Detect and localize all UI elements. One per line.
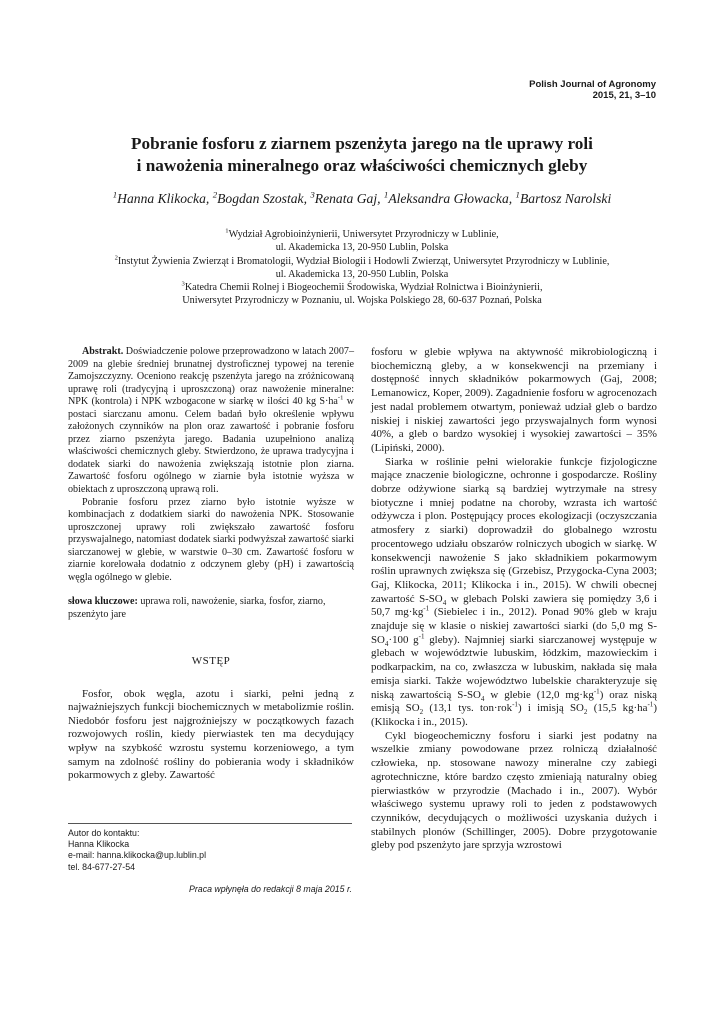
affiliation-3 — [60, 281, 664, 294]
affiliations — [60, 228, 664, 308]
abstract-sup-1: -1 — [337, 394, 344, 402]
intro-paragraph: Fosfor, obok węgla, azotu i siarki, pełni jedną z najważniejszych funkcji biochemicznych w metabolizmie roślin. Niedobór fosforu jest najgroźniejszy w początkowych fazach rozwojowych roślin, kiedy pierwiastek ten ma decydujący wpływ na szybkość wzrostu systemu korzeniowego, a tym samym na zdolność rośliny do pobierania wody i składników pokarmowych z gleby. Zawartość — [68, 687, 354, 782]
abstract-paragraph-1 — [68, 346, 354, 497]
affiliation-2 — [60, 255, 664, 268]
keywords — [68, 596, 354, 621]
title-line-1: Pobranie fosforu z ziarnem pszenżyta jarego na tle uprawy roli — [131, 134, 593, 153]
p2-sup-3: -1 — [593, 686, 600, 695]
p2-text-a: Siarka w roślinie pełni wielorakie funkcje fizjologiczne mające znaczenie biologiczne, ochronne i gospodarcze. Rośliny dobrze odżywione siarką są bardziej wytrzymałe na stresy biotyczne i mniej podatne na choroby, wzrasta ich wartość odżywcza i plon. Postępujący proces ekologizacji (oczyszczania atmosfery z siarki) doprowadził do globalnego wzrostu procentowego udziału obszarów rolniczych ubogich w siarkę. W konsekwencji nawożenie S jako składnikiem pokarmowym roślin uprawnych zwiększa się (Grzebisz, Przygocka-Cyna 2003; Gaj, Klikocka, 2011; Klikocka i in., 2015). W chwili obecnej zawartość S-SO — [371, 455, 657, 605]
author-list — [60, 191, 664, 207]
author-2: Bogdan Szostak, — [217, 191, 311, 206]
right-paragraph-1: fosforu w glebie wpływa na aktywność mikrobiologiczną i biochemiczną gleby, a w konsekwencji na przemiany i dostępność innych składników pokarmowych (Gaj, 2008; Lemanowicz, Koper, 2009). Zagadnienie fosforu w agrocenozach jest nadal problemem otwartym, ponieważ udział gleb o bardzo niskiej i niskiej zawartości jego przyswajalnych form wynosi 40%, a gleb o bardzo wysokiej i wysokiej zawartości – 35% (Lipiński, 2000). — [371, 346, 657, 454]
article-title — [80, 133, 644, 177]
abstract-text-1b: w postaci siarczanu amonu. Celem badań było określenie wpływu założonych czynników na plon oraz zawartość i pobranie fosforu przez ziarno pszenżyta jarego. Badania uzupełniono analizą właściwości chemicznych gleby. Stwierdzono, że uprawa tradycyjna i dodatek siarki do nawożenia zwiększają istotnie plon ziarna. Zawartość fosforu ogólnego w ziarnie była istotnie wyższa w obiektach z uproszczoną uprawą roli. — [68, 396, 354, 496]
p2-sub-5: 2 — [583, 708, 588, 717]
affiliation-1-line-2: ul. Akademicka 13, 20-950 Lublin, Polska — [275, 242, 449, 254]
contact-email: e-mail: hanna.klikocka@up.lublin.pl — [68, 850, 207, 861]
p2-sup-5: -1 — [647, 700, 654, 709]
affiliation-1 — [60, 228, 664, 241]
affiliation-2-line-2: ul. Akademicka 13, 20-950 Lublin, Polska — [275, 268, 449, 280]
p2-sub-2: 4 — [384, 639, 389, 648]
p2-text-g: ) oraz niską emisją SO — [371, 688, 657, 715]
contact-name: Hanna Klikocka — [68, 839, 130, 850]
footnote-divider — [68, 823, 352, 824]
right-column — [371, 346, 657, 853]
p2-text-h: (13,1 tys. ton·rok — [423, 702, 513, 715]
author-4-affil: 1 — [383, 189, 389, 200]
left-column — [68, 346, 354, 783]
author-3: Renata Gaj, — [314, 191, 384, 206]
title-line-2: i nawożenia mineralnego oraz właściwości chemicznych gleby — [136, 156, 588, 175]
p2-sub-3: 4 — [480, 694, 485, 703]
p2-text-c: (Siebielec i in., 2012). Ponad 90% gleb w kraju znajduje się w klasie o niskiej zawartości siarki (do 5,0 mg S-SO — [371, 606, 657, 646]
p2-text-i: ) i imisją SO — [517, 702, 584, 715]
abstract-text-1a: Doświadczenie polowe przeprowadzono w latach 2007–2009 na glebie średniej brunatnej dystroficznej typowej na terenie Zamojszczyzny. Oceniono reakcję pszenżyta jarego na zróżnicowaną uprawę roli (tradycyjną i uproszczoną) oraz nawożenie mineralne: NPK (kontrola) i NPK wzbogacone w siarkę w ilości 40 kg S·ha — [68, 346, 354, 408]
affiliation-2-mark: 2 — [114, 254, 118, 262]
journal-issue: 2015, 21, 3–10 — [592, 90, 656, 101]
p2-sup-4: -1 — [512, 700, 518, 709]
affiliation-3-line-1: Katedra Chemii Rolnej i Biogeochemii Środowiska, Wydział Rolnictwa i Bioinżynierii, — [184, 282, 543, 294]
author-5: Bartosz Narolski — [519, 191, 612, 206]
section-heading: WSTĘP — [191, 655, 231, 668]
p2-sub-1: 4 — [442, 598, 447, 607]
contact-footnote — [68, 828, 206, 873]
affiliation-1-mark: 1 — [225, 227, 229, 235]
author-5-affil: 1 — [515, 189, 520, 200]
keywords-label: słowa kluczowe: — [68, 596, 138, 608]
author-1: Hanna Klikocka, — [117, 191, 213, 206]
author-4: Aleksandra Głowacka, — [388, 191, 516, 206]
affiliation-3-mark: 3 — [181, 280, 185, 288]
author-1-affil: 1 — [112, 189, 118, 200]
p2-sub-4: 2 — [419, 708, 424, 717]
received-date: Praca wpłynęła do redakcji 8 maja 2015 r. — [189, 884, 352, 894]
abstract-label: Abstrakt. — [82, 346, 124, 357]
p2-sup-2: -1 — [418, 632, 425, 641]
affiliation-2-line-1: Instytut Żywienia Zwierząt i Bromatologii, Wydział Biologii i Hodowli Zwierząt, Uniwersytet Przyrodniczy w Lublinie, — [117, 255, 610, 267]
right-paragraph-3: Cykl biogeochemiczny fosforu i siarki jest podatny na wszelkie zmiany powodowane przez rolniczą działalność człowieka, np. stosowane nawozy mineralne czy zabiegi agrotechniczne, które bardzo często zmieniają naturalny obieg pierwiastków w przyrodzie (Machado i in., 2007). Wybór właściwego systemu uprawy roli to jeden z podstawowych czynników, decydujących o możliwości uzyskania dużych i stabilnych plonów (Schillinger, 2005). Dobre przygotowanie gleby pod pszenżyto jare sprzyja wzrostowi — [371, 729, 657, 852]
p2-text-d: ·100 g — [388, 633, 419, 646]
right-paragraph-2 — [371, 456, 657, 730]
author-2-affil: 2 — [212, 189, 218, 200]
abstract-paragraph-2: Pobranie fosforu przez ziarno było istotnie wyższe w kombinacjach z dodatkiem siarki do nawożenia NPK. Stosowanie uproszczonej uprawy roli zwiększało zawartość fosforu przyswajalnego, natomiast dodatek siarki podwyższał zawartość siarki siarczanowej w glebie, w warstwie 0–30 cm. Zawartość fosforu w ziarnie korelowała dodatnio z odczynem gleby (pH) i zawartością węgla ogólnego w glebie. — [68, 496, 354, 583]
journal-name: Polish Journal of Agronomy — [529, 79, 656, 90]
p2-text-b: w glebach Polski zawiera się pomiędzy 3,6 i 50,7 mg·kg — [371, 592, 657, 619]
affiliation-3-line-2: Uniwersytet Przyrodniczy w Poznaniu, ul. Wojska Polskiego 28, 60-637 Poznań, Polska — [182, 295, 542, 307]
p2-sup-1: -1 — [423, 604, 430, 613]
journal-header — [529, 79, 656, 101]
keywords-text: uprawa roli, nawożenie, siarka, fosfor, ziarno, pszenżyto jare — [68, 596, 326, 620]
author-3-affil: 3 — [310, 189, 315, 200]
contact-phone: tel. 84-677-27-54 — [68, 861, 135, 872]
p2-text-f: w glebie (12,0 mg·kg — [484, 688, 594, 701]
p2-text-e: gleby). Najmniej siarki siarczanowej występuje w glebach w województwie lubuskim, łódzkim, mazowieckim i podkarpackim, na co, zwłaszcza w lubuskim, nakłada się mała emisja siarki. Także województwo lubelskie charakteryzuje się niską zawartością S-SO — [371, 633, 657, 701]
affiliation-1-line-1: Wydział Agrobioinżynierii, Uniwersytet Przyrodniczy w Lublinie, — [228, 229, 499, 240]
p2-text-j: (15,5 kg·ha — [587, 702, 648, 715]
contact-label: Autor do kontaktu: — [68, 828, 140, 838]
p2-text-k: ) (Klikocka i in., 2015). — [371, 702, 657, 728]
